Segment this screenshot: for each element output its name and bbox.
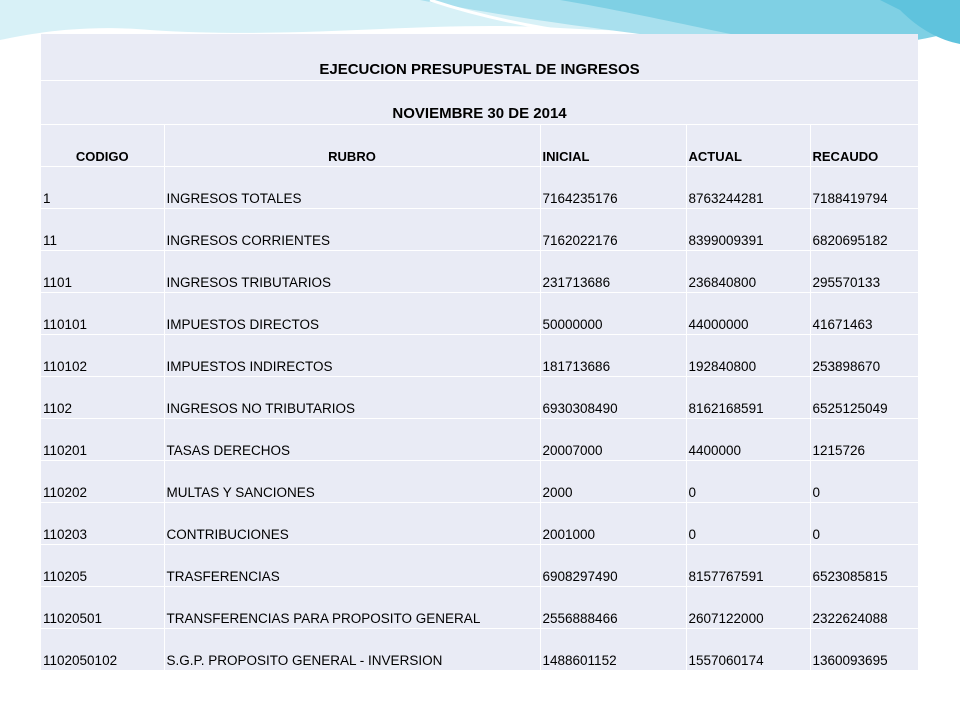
recaudo-cell: 7188419794 <box>810 167 918 209</box>
recaudo-cell: 0 <box>810 461 918 503</box>
table-row <box>41 503 918 545</box>
codigo-cell: 110205 <box>41 545 164 587</box>
inicial-cell: 7162022176 <box>540 209 686 251</box>
actual-cell: 1557060174 <box>686 629 810 671</box>
actual-cell: 0 <box>686 503 810 545</box>
table-row <box>41 461 918 503</box>
rubro-cell: INGRESOS NO TRIBUTARIOS <box>164 377 540 419</box>
rubro-cell: INGRESOS TRIBUTARIOS <box>164 251 540 293</box>
inicial-cell: 2001000 <box>540 503 686 545</box>
rubro-cell: INGRESOS TOTALES <box>164 167 540 209</box>
header-inicial: INICIAL <box>540 125 686 167</box>
recaudo-cell: 6525125049 <box>810 377 918 419</box>
inicial-cell: 6930308490 <box>540 377 686 419</box>
rubro-cell: INGRESOS CORRIENTES <box>164 209 540 251</box>
rubro-cell: IMPUESTOS DIRECTOS <box>164 293 540 335</box>
header-rubro: RUBRO <box>164 125 540 167</box>
rubro-cell: TASAS DERECHOS <box>164 419 540 461</box>
table-subtitle: NOVIEMBRE 30 DE 2014 <box>41 81 918 125</box>
actual-cell: 8399009391 <box>686 209 810 251</box>
inicial-cell: 181713686 <box>540 335 686 377</box>
recaudo-cell: 6523085815 <box>810 545 918 587</box>
rubro-cell: CONTRIBUCIONES <box>164 503 540 545</box>
actual-cell: 236840800 <box>686 251 810 293</box>
table-row <box>41 209 918 251</box>
codigo-cell: 1102 <box>41 377 164 419</box>
table-row <box>41 377 918 419</box>
inicial-cell: 1488601152 <box>540 629 686 671</box>
codigo-cell: 110102 <box>41 335 164 377</box>
table-title: EJECUCION PRESUPUESTAL DE INGRESOS <box>319 61 640 78</box>
table-row <box>41 629 918 671</box>
actual-cell: 2607122000 <box>686 587 810 629</box>
actual-cell: 44000000 <box>686 293 810 335</box>
header-actual: ACTUAL <box>686 125 810 167</box>
recaudo-cell: 1360093695 <box>810 629 918 671</box>
codigo-cell: 1101 <box>41 251 164 293</box>
table-row <box>41 419 918 461</box>
inicial-cell: 231713686 <box>540 251 686 293</box>
codigo-cell: 11020501 <box>41 587 164 629</box>
rubro-cell: TRASFERENCIAS <box>164 545 540 587</box>
rubro-cell: MULTAS Y SANCIONES <box>164 461 540 503</box>
table-row <box>41 587 918 629</box>
rubro-cell: TRANSFERENCIAS PARA PROPOSITO GENERAL <box>164 587 540 629</box>
recaudo-cell: 295570133 <box>810 251 918 293</box>
inicial-cell: 50000000 <box>540 293 686 335</box>
inicial-cell: 6908297490 <box>540 545 686 587</box>
rubro-cell: S.G.P. PROPOSITO GENERAL - INVERSION <box>164 629 540 671</box>
rubro-cell: IMPUESTOS INDIRECTOS <box>164 335 540 377</box>
table-row <box>41 167 918 209</box>
actual-cell: 8763244281 <box>686 167 810 209</box>
codigo-cell: 110203 <box>41 503 164 545</box>
actual-cell: 0 <box>686 461 810 503</box>
budget-table-container <box>41 34 918 670</box>
table-row <box>41 545 918 587</box>
table-row <box>41 335 918 377</box>
actual-cell: 4400000 <box>686 419 810 461</box>
recaudo-cell: 1215726 <box>810 419 918 461</box>
budget-table <box>41 34 918 670</box>
actual-cell: 8162168591 <box>686 377 810 419</box>
codigo-cell: 110201 <box>41 419 164 461</box>
table-row <box>41 293 918 335</box>
codigo-cell: 1 <box>41 167 164 209</box>
recaudo-cell: 253898670 <box>810 335 918 377</box>
actual-cell: 8157767591 <box>686 545 810 587</box>
table-row <box>41 251 918 293</box>
codigo-cell: 11 <box>41 209 164 251</box>
codigo-cell: 110101 <box>41 293 164 335</box>
recaudo-cell: 6820695182 <box>810 209 918 251</box>
recaudo-cell: 41671463 <box>810 293 918 335</box>
inicial-cell: 2000 <box>540 461 686 503</box>
recaudo-cell: 2322624088 <box>810 587 918 629</box>
header-row <box>41 125 918 167</box>
header-codigo: CODIGO <box>41 125 164 167</box>
inicial-cell: 7164235176 <box>540 167 686 209</box>
recaudo-cell: 0 <box>810 503 918 545</box>
codigo-cell: 110202 <box>41 461 164 503</box>
inicial-cell: 20007000 <box>540 419 686 461</box>
actual-cell: 192840800 <box>686 335 810 377</box>
inicial-cell: 2556888466 <box>540 587 686 629</box>
header-recaudo: RECAUDO <box>810 125 918 167</box>
codigo-cell: 1102050102 <box>41 629 164 671</box>
